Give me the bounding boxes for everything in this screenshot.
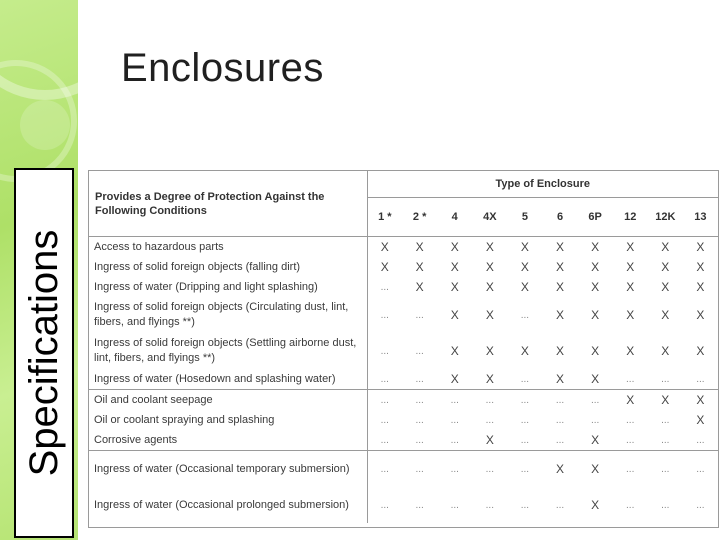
table-row (89, 451, 718, 488)
protection-cell: X (696, 260, 705, 274)
protection-cell: ... (380, 373, 389, 385)
protection-cell: X (367, 237, 402, 258)
slide-title: Enclosures (121, 46, 324, 90)
table-row (89, 257, 718, 277)
protection-cell: ... (555, 434, 565, 446)
protection-cell: X (613, 237, 648, 258)
protection-cell: X (450, 308, 459, 322)
table-row (89, 430, 718, 451)
condition-cell: Ingress of solid foreign objects (Settling airborne dust, lint, fibers, and flyings **) (89, 333, 367, 369)
protection-cell: X (661, 280, 670, 294)
protection-cell: X (683, 390, 718, 411)
protection-cell: X (472, 237, 507, 258)
protection-cell: X (591, 498, 600, 512)
enclosure-type-header: 4 (451, 211, 458, 223)
protection-cell: ... (542, 390, 577, 411)
decorative-circle (20, 100, 70, 150)
protection-cell: ... (590, 414, 600, 426)
protection-cell: ... (402, 390, 437, 411)
table-row (89, 410, 718, 430)
table-row (89, 390, 718, 411)
protection-cell: ... (613, 451, 648, 488)
enclosure-type-header: 2 * (412, 211, 427, 223)
protection-cell: ... (380, 499, 389, 511)
protection-cell: X (626, 280, 635, 294)
side-label-box (14, 168, 74, 538)
protection-cell: X (613, 390, 648, 411)
enclosure-type-header: 6P (588, 211, 602, 223)
table-row (89, 333, 718, 369)
protection-cell: ... (626, 499, 635, 511)
protection-cell: ... (450, 499, 459, 511)
protection-cell: ... (661, 434, 670, 446)
protection-cell: ... (520, 434, 530, 446)
protection-cell: X (591, 308, 600, 322)
protection-cell: X (661, 344, 670, 358)
protection-cell: ... (683, 451, 718, 488)
condition-header: Provides a Degree of Protection Against the Following Conditions (89, 171, 367, 237)
enclosure-type-header: 1 * (378, 211, 392, 223)
protection-cell: ... (472, 451, 507, 488)
protection-cell: ... (380, 434, 389, 446)
enclosure-type-header: 12 (624, 211, 637, 223)
protection-cell: ... (520, 499, 530, 511)
protection-cell: X (556, 260, 565, 274)
protection-cell: X (520, 344, 529, 358)
protection-cell: ... (485, 414, 494, 426)
protection-cell: ... (415, 414, 424, 426)
protection-cell: ... (696, 499, 705, 511)
condition-cell: Ingress of water (Dripping and light splashing) (89, 277, 367, 297)
enclosure-table (88, 170, 719, 528)
protection-cell: X (520, 260, 529, 274)
protection-cell: X (556, 280, 565, 294)
protection-cell: ... (626, 373, 635, 385)
protection-cell: X (437, 237, 472, 258)
protection-cell: X (626, 260, 635, 274)
protection-cell: X (556, 308, 565, 322)
table-row (89, 277, 718, 297)
condition-cell: Ingress of solid foreign objects (falling dirt) (89, 257, 367, 277)
protection-cell: ... (380, 281, 389, 293)
enclosure-type-header: 6 (556, 211, 564, 223)
protection-cell: ... (520, 373, 530, 385)
condition-cell: Ingress of water (Hosedown and splashing water) (89, 369, 367, 390)
protection-cell: ... (520, 414, 530, 426)
protection-cell: ... (415, 309, 424, 321)
protection-cell: X (591, 280, 600, 294)
protection-cell: X (415, 280, 424, 294)
protection-cell: X (485, 372, 494, 386)
protection-cell: ... (626, 414, 635, 426)
enclosure-type-header: 5 (521, 211, 528, 223)
enclosure-type-header: 4X (483, 211, 497, 223)
condition-cell: Corrosive agents (89, 430, 367, 451)
condition-cell: Oil or coolant spraying and splashing (89, 410, 367, 430)
protection-cell: ... (661, 414, 670, 426)
protection-cell: X (591, 372, 600, 386)
condition-cell: Oil and coolant seepage (89, 390, 367, 411)
protection-cell: X (578, 237, 613, 258)
protection-cell: ... (415, 434, 424, 446)
protection-cell: ... (450, 434, 459, 446)
protection-cell: X (485, 344, 494, 358)
protection-cell: ... (661, 499, 670, 511)
protection-cell: ... (415, 499, 424, 511)
protection-cell: ... (485, 499, 494, 511)
protection-cell: X (591, 344, 600, 358)
protection-cell: X (450, 260, 459, 274)
condition-cell: Ingress of water (Occasional prolonged submersion) (89, 487, 367, 523)
protection-cell: X (696, 344, 705, 358)
enclosure-type-header: 12K (655, 211, 676, 223)
protection-cell: ... (661, 373, 670, 385)
type-of-enclosure-header: Type of Enclosure (367, 171, 718, 198)
protection-cell: X (556, 372, 565, 386)
protection-cell: X (380, 260, 389, 274)
protection-cell: ... (380, 345, 389, 357)
protection-cell: X (450, 372, 459, 386)
protection-cell: ... (578, 390, 613, 411)
protection-cell: ... (648, 451, 683, 488)
protection-cell: X (696, 413, 705, 427)
protection-cell: ... (415, 373, 424, 385)
protection-cell: X (648, 390, 683, 411)
protection-cell: ... (520, 309, 530, 321)
protection-cell: X (485, 433, 494, 447)
protection-cell: X (578, 451, 613, 488)
protection-cell: ... (626, 434, 635, 446)
protection-cell: X (626, 308, 635, 322)
table-row (89, 487, 718, 523)
protection-cell: X (507, 237, 542, 258)
protection-cell: X (450, 280, 459, 294)
protection-cell: X (556, 344, 565, 358)
protection-cell: ... (450, 414, 459, 426)
protection-cell: ... (472, 390, 507, 411)
protection-cell: ... (696, 373, 705, 385)
protection-cell: X (402, 237, 437, 258)
protection-cell: X (696, 280, 705, 294)
protection-cell: ... (367, 451, 402, 488)
protection-cell: X (485, 260, 494, 274)
protection-cell: ... (555, 414, 565, 426)
protection-cell: ... (696, 434, 705, 446)
protection-cell: X (485, 280, 494, 294)
side-label: Specifications (22, 229, 66, 477)
protection-cell: X (485, 308, 494, 322)
protection-cell: ... (415, 345, 424, 357)
protection-cell: ... (380, 309, 389, 321)
table-row (89, 237, 718, 258)
protection-cell: ... (437, 451, 472, 488)
protection-cell: X (542, 451, 577, 488)
condition-cell: Access to hazardous parts (89, 237, 367, 258)
protection-cell: X (520, 280, 529, 294)
protection-cell: X (661, 308, 670, 322)
protection-cell: X (626, 344, 635, 358)
protection-cell: X (542, 237, 577, 258)
protection-cell: ... (555, 499, 565, 511)
protection-cell: X (696, 308, 705, 322)
enclosure-type-header: 13 (694, 211, 707, 223)
condition-cell: Ingress of water (Occasional temporary submersion) (89, 451, 367, 488)
protection-cell: X (591, 433, 600, 447)
protection-cell: ... (507, 451, 542, 488)
protection-cell: ... (367, 390, 402, 411)
protection-cell: X (683, 237, 718, 258)
protection-cell: ... (402, 451, 437, 488)
table-row (89, 369, 718, 390)
protection-cell: ... (380, 414, 389, 426)
protection-cell: ... (437, 390, 472, 411)
protection-cell: X (450, 344, 459, 358)
table-row (89, 297, 718, 333)
protection-cell: X (648, 237, 683, 258)
protection-cell: X (591, 260, 600, 274)
condition-cell: Ingress of solid foreign objects (Circulating dust, lint, fibers, and flyings **) (89, 297, 367, 333)
protection-cell: ... (507, 390, 542, 411)
protection-cell: X (661, 260, 670, 274)
protection-cell: X (415, 260, 424, 274)
